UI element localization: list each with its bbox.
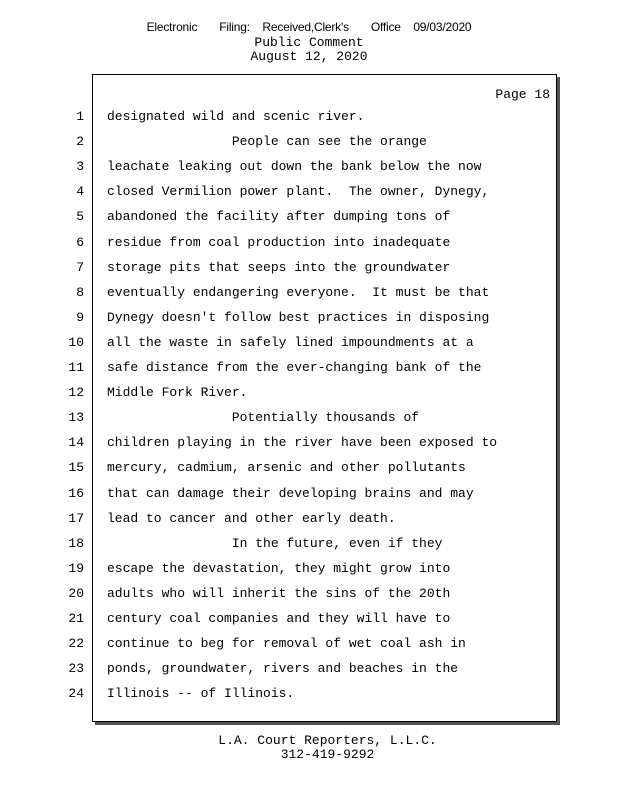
line-number: 3 bbox=[76, 159, 84, 174]
transcript-line: In the future, even if they bbox=[107, 536, 443, 551]
stamp-date: 09/03/2020 bbox=[413, 20, 472, 34]
line-number: 7 bbox=[76, 260, 84, 275]
line-number: 23 bbox=[68, 661, 84, 676]
page-number: Page 18 bbox=[495, 87, 550, 102]
line-number: 11 bbox=[68, 360, 84, 375]
transcript-line: eventually endangering everyone. It must be that bbox=[107, 285, 490, 300]
transcript-line: designated wild and scenic river. bbox=[107, 109, 365, 124]
document-date: August 12, 2020 bbox=[250, 49, 368, 64]
line-number: 1 bbox=[76, 109, 84, 124]
transcript-line: Middle Fork River. bbox=[107, 385, 248, 400]
line-number: 19 bbox=[68, 561, 84, 576]
line-number: 14 bbox=[68, 435, 84, 450]
transcript-line: residue from coal production into inadequate bbox=[107, 235, 451, 250]
line-number: 10 bbox=[68, 335, 84, 350]
transcript-line: lead to cancer and other early death. bbox=[107, 511, 396, 526]
stamp-received: Received,Clerk's bbox=[262, 20, 349, 34]
transcript-line: ponds, groundwater, rivers and beaches in the bbox=[107, 661, 459, 676]
stamp-filing: Filing: bbox=[219, 20, 250, 34]
line-number: 4 bbox=[76, 184, 84, 199]
line-number: 6 bbox=[76, 235, 84, 250]
transcript-line: continue to beg for removal of wet coal ash in bbox=[107, 636, 466, 651]
transcript-line: escape the devastation, they might grow into bbox=[107, 561, 451, 576]
line-number: 5 bbox=[76, 209, 84, 224]
transcript-line: People can see the orange bbox=[107, 134, 427, 149]
transcript-line: children playing in the river have been exposed to bbox=[107, 435, 498, 450]
transcript-line: leachate leaking out down the bank below the now bbox=[107, 159, 482, 174]
line-number: 9 bbox=[76, 310, 84, 325]
line-number: 13 bbox=[68, 410, 84, 425]
transcript-line: adults who will inherit the sins of the 20th bbox=[107, 586, 451, 601]
line-number: 21 bbox=[68, 611, 84, 626]
transcript-line: Potentially thousands of bbox=[107, 410, 420, 425]
line-number: 12 bbox=[68, 385, 84, 400]
transcript-line: Dynegy doesn't follow best practices in disposing bbox=[107, 310, 490, 325]
transcript-line: that can damage their developing brains and may bbox=[107, 486, 474, 501]
footer-company: L.A. Court Reporters, L.L.C. bbox=[218, 733, 437, 748]
line-number: 2 bbox=[76, 134, 84, 149]
transcript-line: abandoned the facility after dumping tons of bbox=[107, 209, 451, 224]
transcript-line: Illinois -- of Illinois. bbox=[107, 686, 295, 701]
line-number: 18 bbox=[68, 536, 84, 551]
line-number: 20 bbox=[68, 586, 84, 601]
transcript-line: all the waste in safely lined impoundments at a bbox=[107, 335, 474, 350]
transcript-line: safe distance from the ever-changing bank of the bbox=[107, 360, 482, 375]
footer-phone: 312-419-9292 bbox=[280, 747, 375, 762]
stamp-electronic: Electronic bbox=[146, 20, 198, 34]
line-number: 17 bbox=[68, 511, 84, 526]
document-title: Public Comment bbox=[254, 35, 364, 50]
line-number: 8 bbox=[76, 285, 84, 300]
line-number: 24 bbox=[68, 686, 84, 701]
line-number: 22 bbox=[68, 636, 84, 651]
transcript-line: mercury, cadmium, arsenic and other pollutants bbox=[107, 460, 466, 475]
line-number: 15 bbox=[68, 460, 84, 475]
line-number: 16 bbox=[68, 486, 84, 501]
transcript-line: closed Vermilion power plant. The owner, Dynegy, bbox=[107, 184, 490, 199]
transcript-line: storage pits that seeps into the groundwater bbox=[107, 260, 451, 275]
filing-stamp bbox=[0, 20, 618, 34]
stamp-office: Office bbox=[370, 20, 401, 34]
transcript-line: century coal companies and they will have to bbox=[107, 611, 451, 626]
